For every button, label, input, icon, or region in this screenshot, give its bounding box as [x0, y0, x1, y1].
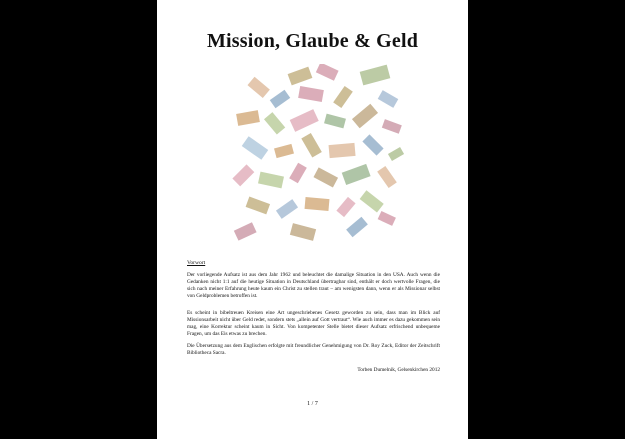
paragraph-1: Der vorliegende Aufsatz ist aus dem Jahr 1962 und beleuchtet die damalige Situation in den USA. Auch wenn die Gedanken nicht 1:1 auf die heutige Situation in Deutschland übertragbar sind, enthält er doch wertvolle Fragen, die sich nach meiner Erfahrung heute kaum ein Christ zu stellen traut – am wenigsten dann, wenn er als Missionar selbst von Geldproblemen betroffen ist. — [187, 272, 440, 300]
paragraph-2: Es scheint in bibeltreuen Kreisen eine Art ungeschriebenes Gesetz geworden zu sein, dass man im Blick auf Missionsarbeit nicht über Geld redet, sondern stets „allein auf Gott vertraut“. Wie auch immer es dazu gekommen sein mag, eine Korrektur scheint kaum in Sicht. Von kompetenter Stelle bietet dieser Aufsatz erfrischend unbequeme Fragen, um das Eis etwas zu brechen. — [187, 310, 440, 338]
page-title: Mission, Glaube & Geld — [206, 30, 419, 52]
document-page[interactable] — [157, 0, 468, 439]
flying-euro-banknotes-image — [229, 64, 407, 244]
section-heading-vorwort: Vorwort — [187, 260, 206, 266]
author-signature: Torben Dumelnik, Gelsenkirchen 2012 — [357, 367, 440, 373]
paragraph-3: Die Übersetzung aus dem Englischen erfolgte mit freundlicher Genehmigung von Dr. Roy Zuck, Editor der Zeitschrift Bibliotheca Sacra. — [187, 343, 440, 357]
page-number: 1 / 7 — [307, 401, 318, 407]
